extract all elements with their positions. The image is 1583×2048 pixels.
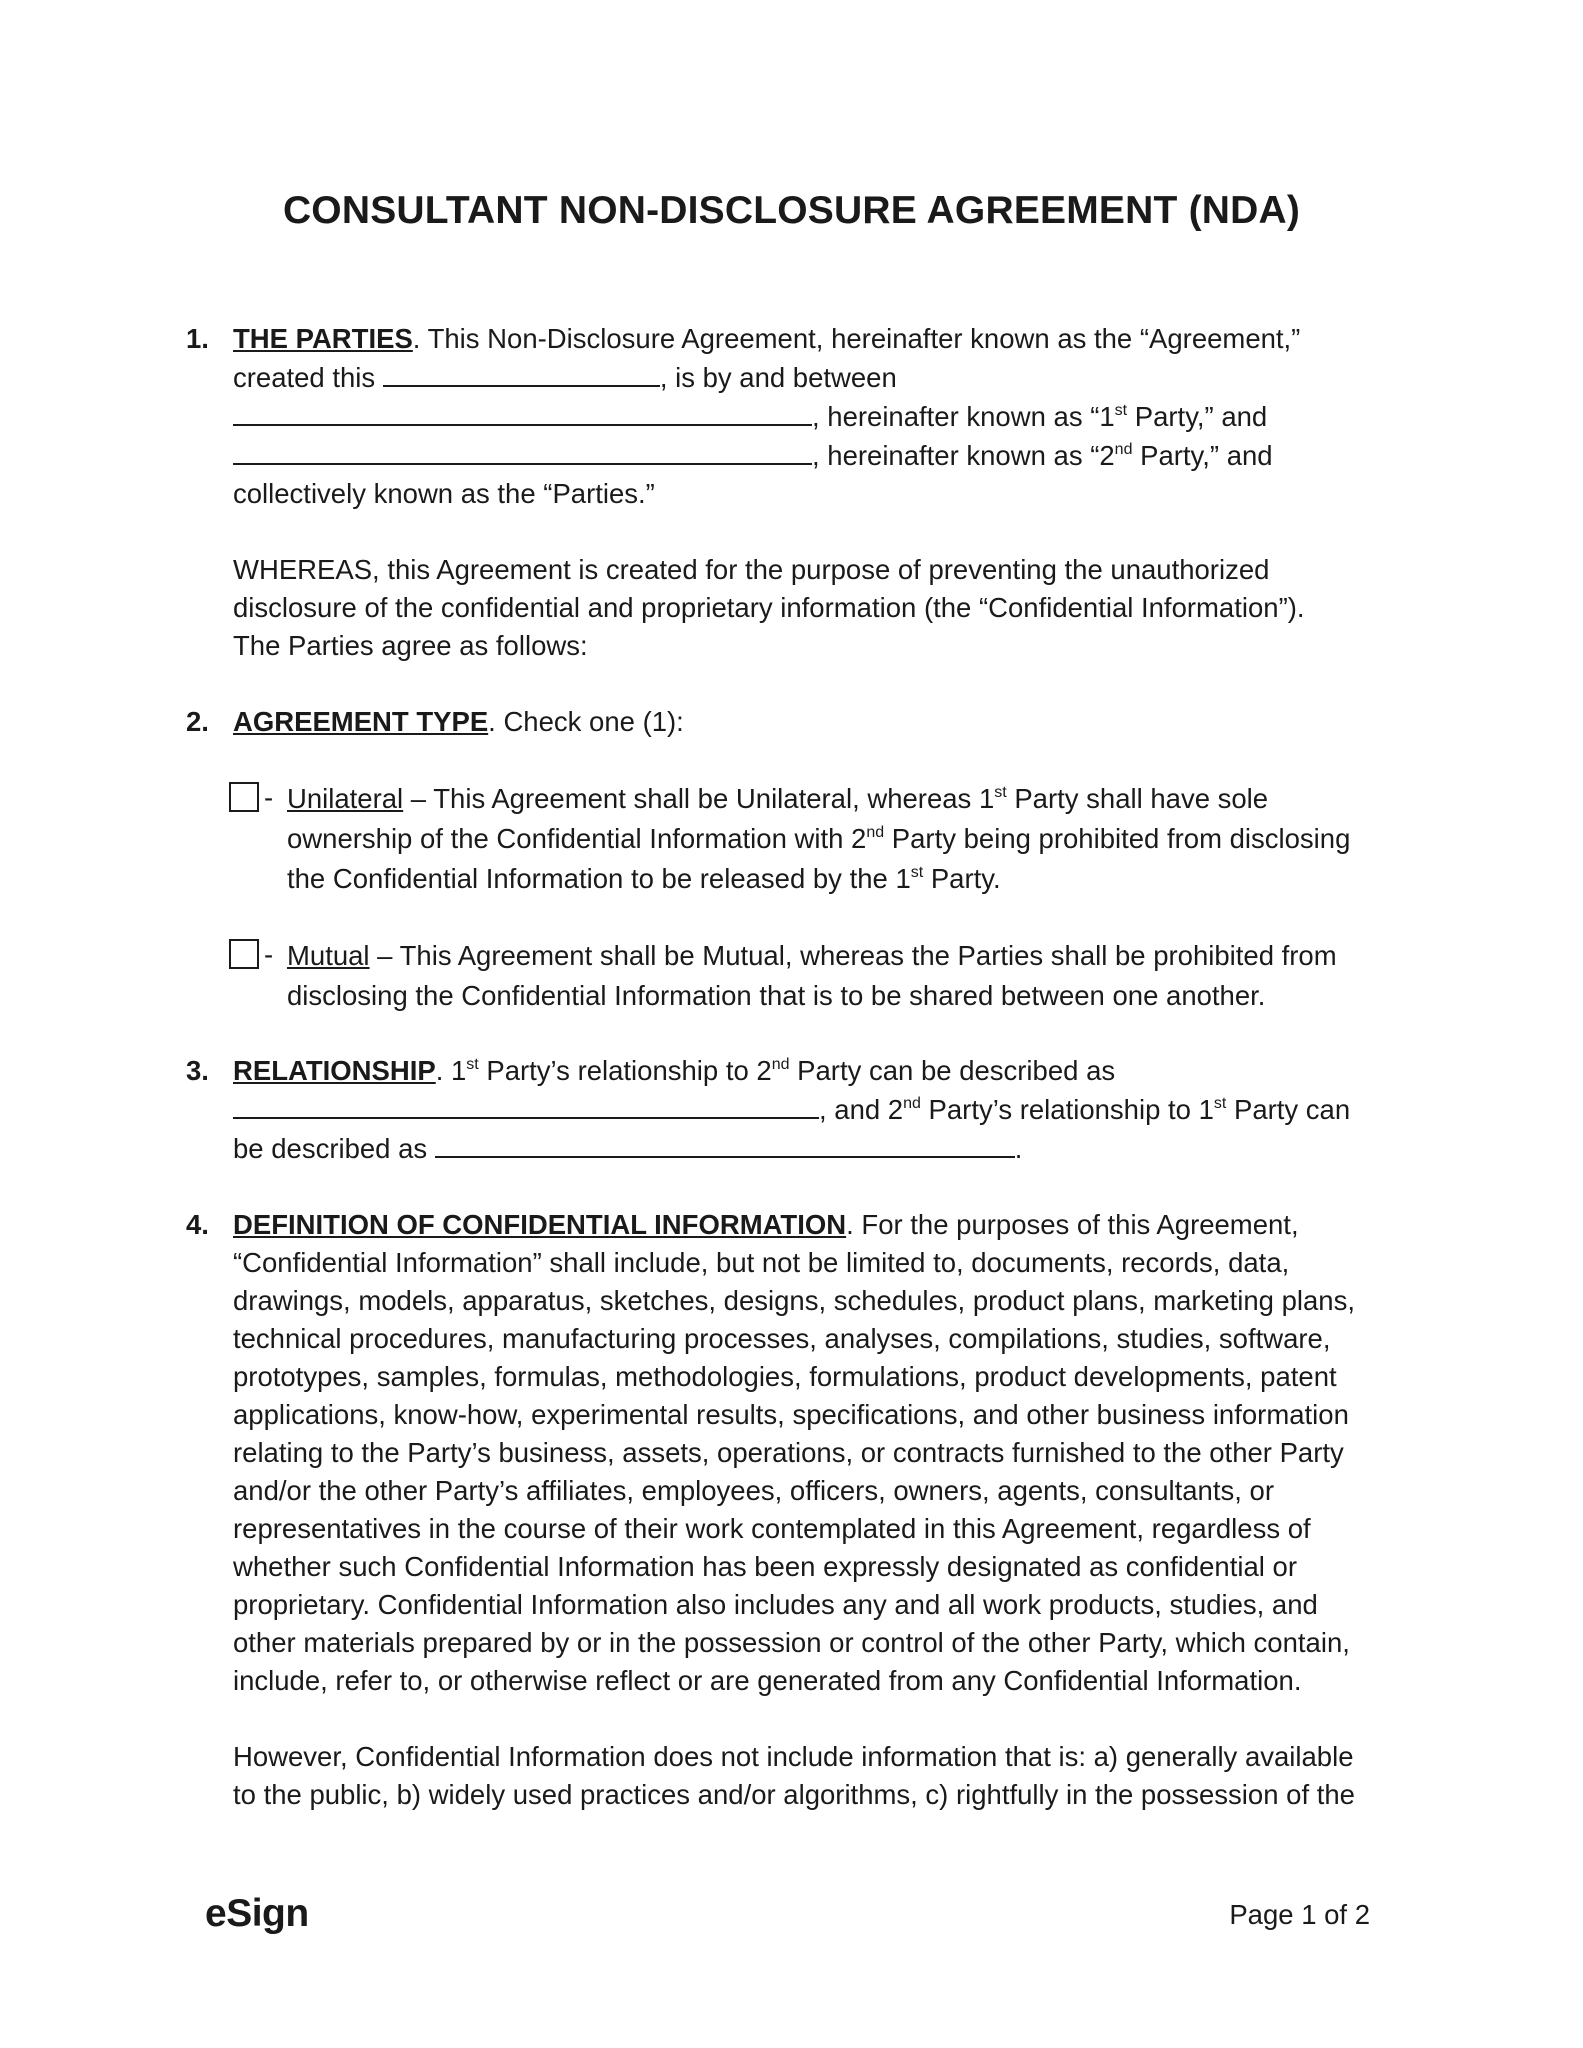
text: . For the purposes of this Agreement, [846,1209,1299,1240]
superscript: st [910,864,924,881]
text-line: technical procedures, manufacturing processes, analyses, compilations, studies, software, [233,1323,1331,1354]
text: Party,” and [1127,401,1268,432]
text: Party shall have sole [1006,783,1269,814]
text: . 1 [435,1055,467,1086]
text: , hereinafter known as “1 [812,401,1115,432]
unilateral-checkbox[interactable] [229,782,259,812]
text: be described as [233,1133,428,1164]
option-label: Unilateral [287,783,404,814]
text-line [287,819,1403,859]
text-line: and/or the other Party’s affiliates, employees, officers, owners, agents, consultants, or [233,1475,1274,1506]
section-number: 3. [186,1055,209,1086]
text-line: include, refer to, or otherwise reflect or are generated from any Confidential Information. [233,1665,1302,1696]
superscript: nd [903,1095,921,1112]
option-unilateral [233,779,1403,899]
section-parties [186,320,1403,665]
text-line: applications, know-how, experimental results, specifications, and other business information [233,1399,1349,1430]
text: the Confidential Information to be released by the 1 [287,863,911,894]
text: . This Non-Disclosure Agreement, hereinafter known as the “Agreement,” [412,323,1301,354]
date-blank-field[interactable] [383,358,660,387]
text-line [233,1052,1403,1090]
section-heading: AGREEMENT TYPE [233,706,489,737]
section-heading: DEFINITION OF CONFIDENTIAL INFORMATION [233,1209,847,1240]
relationship-1-blank-field[interactable] [233,1090,819,1119]
however-paragraph [233,1738,1403,1814]
superscript: nd [1114,441,1133,458]
text-line [233,436,1403,475]
superscript: nd [866,824,885,841]
superscript: st [466,1056,479,1073]
text: , hereinafter known as “2 [812,440,1115,471]
second-party-name-blank-field[interactable] [233,436,812,465]
text-line [287,936,1403,976]
first-party-name-blank-field[interactable] [233,397,812,426]
text-line [233,358,1403,397]
superscript: nd [771,1056,790,1073]
section-agreement-type [186,703,1403,1016]
option-dash: - [264,782,274,813]
text-line: disclosure of the confidential and proprietary information (the “Confidential Information”). [233,592,1305,623]
text-line [233,1090,1403,1129]
text: , is by and between [659,362,897,393]
text: Party,” and [1132,440,1273,471]
option-label: Mutual [287,940,370,971]
text-line: disclosing the Confidential Information that is to be shared between one another. [287,980,1266,1011]
text: . Check one (1): [488,706,684,737]
section-number: 4. [186,1209,209,1240]
text-line: prototypes, samples, formulas, methodologies, formulations, product developments, patent [233,1361,1337,1392]
text-line: other materials prepared by or in the possession or control of the other Party, which contain, [233,1627,1350,1658]
relationship-2-blank-field[interactable] [435,1129,1015,1158]
text-line: relating to the Party’s business, assets, operations, or contracts furnished to the other Party [233,1437,1344,1468]
superscript: st [1213,1095,1227,1112]
section-heading: THE PARTIES [233,323,413,354]
text: , and 2 [819,1094,904,1125]
option-dash: - [264,939,274,970]
section-relationship [186,1052,1403,1168]
text-line [287,859,1403,899]
text: Party. [923,863,1001,894]
mutual-checkbox[interactable] [229,939,259,969]
option-mutual [233,936,1403,1016]
section-number: 2. [186,706,209,737]
document-body [186,320,1403,1814]
text-line [233,320,1403,358]
text-line: However, Confidential Information does not include information that is: a) generally available [233,1741,1354,1772]
text-line: collectively known as the “Parties.” [233,478,655,509]
text-line [233,1129,1403,1168]
text-line: whether such Confidential Information has been expressly designated as confidential or [233,1551,1297,1582]
text: Party being prohibited from disclosing [884,823,1351,854]
text-line: drawings, models, apparatus, sketches, designs, schedules, product plans, marketing plans, [233,1285,1355,1316]
text-line [233,397,1403,436]
document-title: CONSULTANT NON-DISCLOSURE AGREEMENT (NDA) [282,189,1301,232]
text: ownership of the Confidential Information with 2 [287,823,867,854]
section-number: 1. [186,323,209,354]
text-line [233,1206,1403,1244]
text-line [233,703,1403,741]
text: Party’s relationship to 1 [920,1094,1214,1125]
page-number: Page 1 of 2 [1229,1899,1370,1930]
esign-logo: eSign [205,1892,309,1935]
text-line: The Parties agree as follows: [233,630,588,661]
text: Party can be described as [789,1055,1116,1086]
section-confidential-info [186,1206,1403,1814]
text-line [287,779,1403,819]
text: . [1014,1133,1023,1164]
superscript: st [1114,402,1128,419]
text: Party’s relationship to 2 [478,1055,772,1086]
text-line: to the public, b) widely used practices and/or algorithms, c) rightfully in the possession of the [233,1779,1355,1810]
text: – This Agreement shall be Mutual, whereas the Parties shall be prohibited from [369,940,1337,971]
text-line: “Confidential Information” shall include, but not be limited to, documents, records, data, [233,1247,1290,1278]
text-line: proprietary. Confidential Information also includes any and all work products, studies, and [233,1589,1318,1620]
text: created this [233,362,376,393]
superscript: st [994,784,1007,801]
text: Party can [1226,1094,1351,1125]
text-line: representatives in the course of their work contemplated in this Agreement, regardless of [233,1513,1311,1544]
text: – This Agreement shall be Unilateral, whereas 1 [403,783,995,814]
section-heading: RELATIONSHIP [233,1055,436,1086]
text-line: WHEREAS, this Agreement is created for the purpose of preventing the unauthorized [233,554,1270,585]
whereas-paragraph [233,551,1403,665]
